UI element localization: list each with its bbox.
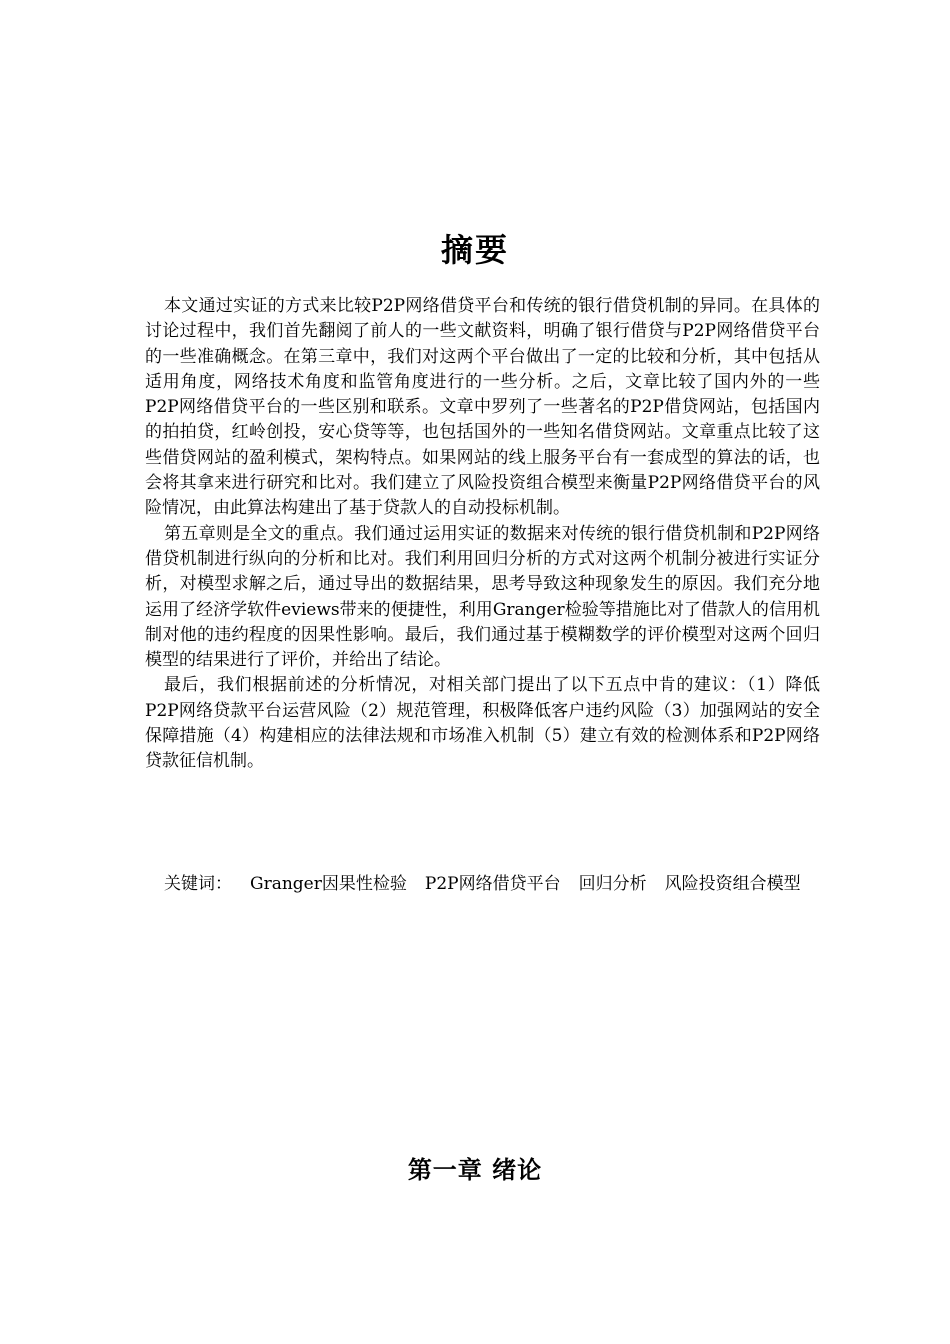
keyword-item: 风险投资组合模型 — [664, 874, 801, 894]
keywords-line — [145, 872, 820, 897]
abstract-paragraph: 第五章则是全文的重点。我们通过运用实证的数据来对传统的银行借贷机制和P2P网络借贷机制进行纵向的分析和比对。我们利用回归分析的方式对这两个机制分被进行实证分析，对模型求解之后，通过导出的数据结果，思考导致这种现象发生的原因。我们充分地运用了经济学软件eviews带来的便捷性，利用Granger检验等措施比对了借款人的信用机制对他的违约程度的因果性影响。最后，我们通过基于模糊数学的评价模型对这两个回归模型的结果进行了评价，并给出了结论。 — [145, 523, 820, 671]
abstract-body — [145, 294, 820, 775]
keyword-item: Granger因果性检验 — [250, 874, 407, 894]
keyword-item: 回归分析 — [578, 874, 647, 894]
abstract-title: 摘要 — [440, 231, 509, 269]
keyword-item: P2P网络借贷平台 — [424, 874, 561, 894]
abstract-paragraph: 最后，我们根据前述的分析情况，对相关部门提出了以下五点中肯的建议：（1）降低P2P网络贷款平台运营风险（2）规范管理，积极降低客户违约风险（3）加强网站的安全保障措施（4）构建相应的法律法规和市场准入机制（5）建立有效的检测体系和P2P网络贷款征信机制。 — [145, 675, 820, 772]
abstract-paragraph: 本文通过实证的方式来比较P2P网络借贷平台和传统的银行借贷机制的异同。在具体的讨论过程中，我们首先翻阅了前人的一些文献资料，明确了银行借贷与P2P网络借贷平台的一些准确概念。在第三章中，我们对这两个平台做出了一定的比较和分析，其中包括从适用角度，网络技术角度和监管角度进行的一些分析。之后，文章比较了国内外的一些P2P网络借贷平台的一些区别和联系。文章中罗列了一些著名的P2P借贷网站，包括国内的拍拍贷，红岭创投，安心贷等等，也包括国外的一些知名借贷网站。文章重点比较了这些借贷网站的盈利模式，架构特点。如果网站的线上服务平台有一套成型的算法的话，也会将其拿来进行研究和比对。我们建立了风险投资组合模型来衡量P2P网络借贷平台的风险情况，由此算法构建出了基于贷款人的自动投标机制。 — [145, 296, 820, 519]
keywords-label: 关键词： — [164, 874, 232, 894]
chapter-title: 第一章 绪论 — [407, 1156, 543, 1184]
